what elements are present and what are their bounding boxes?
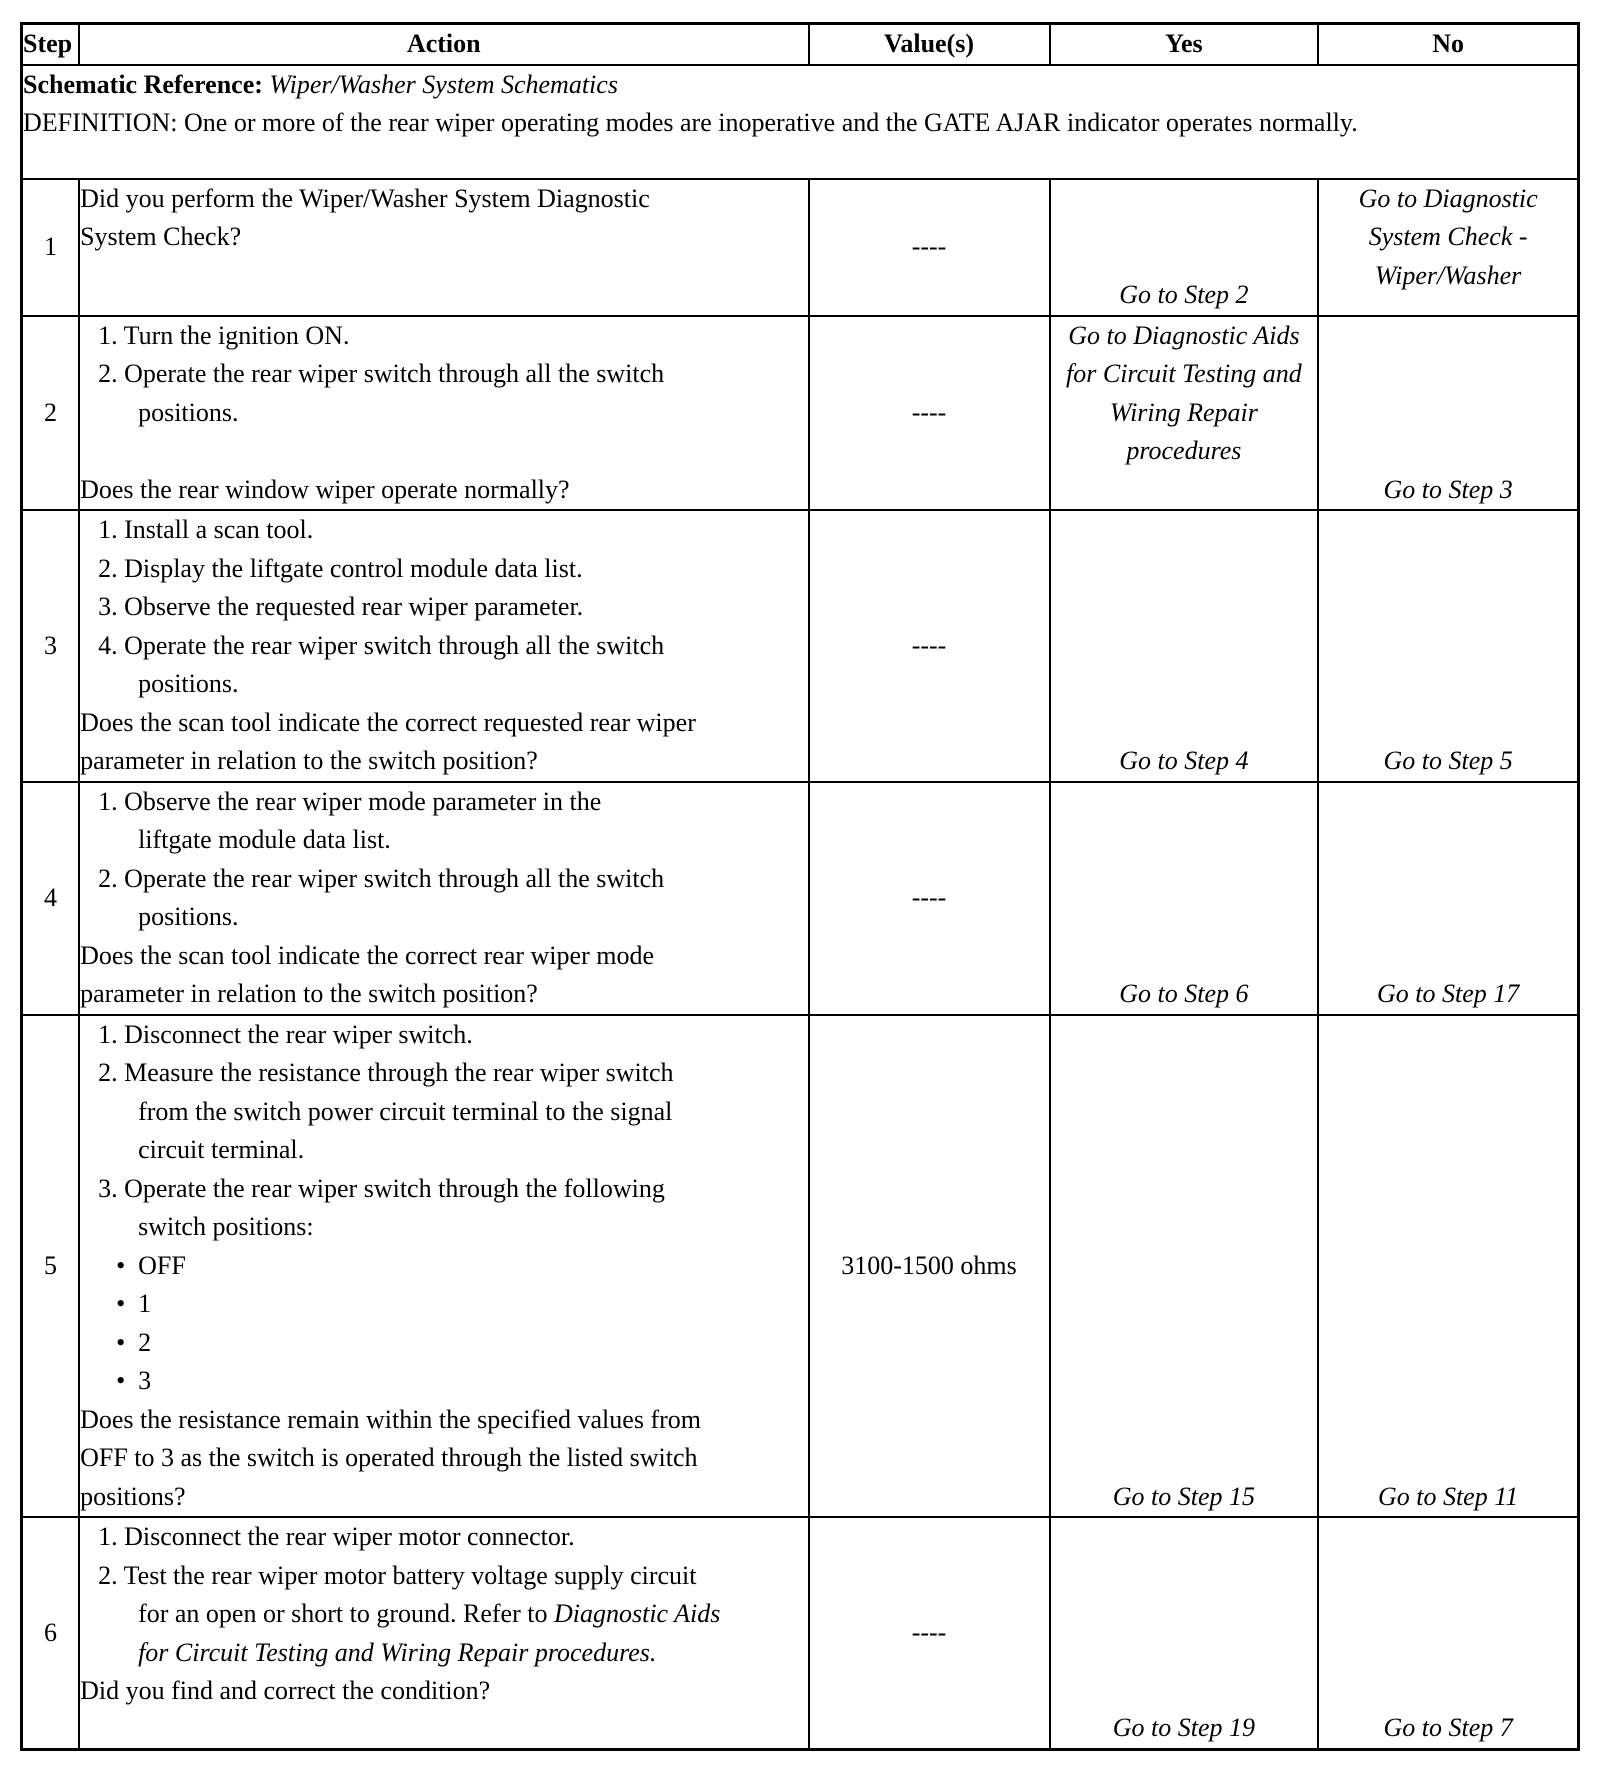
value-cell: ---- (809, 782, 1050, 1015)
step-question: Did you perform the Wiper/Washer System Diagnostic System Check? (80, 183, 650, 251)
step-item: 3. Operate the rear wiper switch through the following switch positions: (98, 1173, 665, 1241)
step-question: Does the resistance remain within the specified values from OFF to 3 as the switch is operated through the listed switch positions? (80, 1404, 701, 1511)
reference-link[interactable]: Wiper/Washer System Schematics (269, 69, 618, 99)
no-cell[interactable]: Go to Step 3 (1318, 316, 1578, 511)
step-item: 4. Operate the rear wiper switch through all the switch positions. (98, 630, 665, 698)
header-yes: Yes (1050, 24, 1319, 65)
step-number: 2 (22, 316, 80, 511)
action-cell (79, 1015, 808, 1518)
action-cell (79, 782, 808, 1015)
header-values: Value(s) (809, 24, 1050, 65)
step-number: 6 (22, 1517, 80, 1749)
procedure-link[interactable]: Diagnostic Aids for Circuit Testing and Wiring Repair procedures. (138, 1599, 721, 1667)
reference-row (22, 65, 1579, 179)
value-cell: ---- (809, 179, 1050, 316)
action-cell (79, 1517, 808, 1749)
step-item: 3. Observe the requested rear wiper parameter. (98, 592, 584, 621)
yes-cell[interactable]: Go to Step 4 (1050, 510, 1319, 782)
bullet-item: • 1 (80, 1285, 727, 1324)
step-number: 1 (22, 179, 80, 316)
no-cell[interactable]: Go to Step 11 (1318, 1015, 1578, 1518)
step-item: 1. Observe the rear wiper mode parameter in the liftgate module data list. (98, 786, 602, 854)
value-cell: 3100-1500 ohms (809, 1015, 1050, 1518)
step-question: Does the rear window wiper operate normally? (80, 474, 570, 504)
step-item: 2. Measure the resistance through the rear wiper switch from the switch power circuit terminal to the signal circuit terminal. (98, 1058, 674, 1164)
step-item: 1. Install a scan tool. (98, 515, 314, 544)
value-cell: ---- (809, 510, 1050, 782)
diagnostic-table (20, 22, 1580, 1751)
action-cell (79, 179, 808, 316)
step-item: 2. Operate the rear wiper switch through all the switch positions. (98, 359, 665, 427)
step-question: Does the scan tool indicate the correct rear wiper mode parameter in relation to the switch position? (80, 940, 654, 1008)
step-item-text: 2. Test the rear wiper motor battery voltage supply circuit for an open or short to ground. Refer to (98, 1560, 697, 1628)
table-row (22, 1015, 1579, 1518)
header-no: No (1318, 24, 1578, 65)
table-row (22, 316, 1579, 511)
table-row (22, 1517, 1579, 1749)
step-number: 4 (22, 782, 80, 1015)
table-row (22, 179, 1579, 316)
header-step: Step (22, 24, 80, 65)
step-item: 1. Disconnect the rear wiper motor connector. (98, 1522, 575, 1551)
table-row (22, 510, 1579, 782)
step-number: 5 (22, 1015, 80, 1518)
step-question: Does the scan tool indicate the correct requested rear wiper parameter in relation to the switch position? (80, 707, 696, 775)
header-action: Action (79, 24, 808, 65)
reference-cell (22, 65, 1579, 179)
step-number: 3 (22, 510, 80, 782)
action-cell (79, 510, 808, 782)
no-cell[interactable]: Go to Step 7 (1318, 1517, 1578, 1749)
schematic-reference (23, 66, 1577, 105)
definition-text: DEFINITION: One or more of the rear wiper operating modes are inoperative and the GATE AJAR indicator operates normally. (23, 108, 1358, 137)
yes-cell[interactable]: Go to Step 2 (1050, 179, 1319, 316)
reference-label: Schematic Reference: (23, 69, 263, 99)
bullet-item: • OFF (80, 1247, 727, 1286)
step-item: 2. Display the liftgate control module data list. (98, 553, 583, 583)
table-row (22, 782, 1579, 1015)
step-item: 2. Operate the rear wiper switch through all the switch positions. (98, 863, 665, 931)
header-row (22, 24, 1579, 65)
step-item (80, 1557, 727, 1673)
yes-cell[interactable]: Go to Step 15 (1050, 1015, 1319, 1518)
step-item: 1. Turn the ignition ON. (98, 320, 350, 350)
bullet-item: • 2 (80, 1324, 727, 1363)
no-cell[interactable]: Go to Step 17 (1318, 782, 1578, 1015)
step-question: Did you find and correct the condition? (80, 1676, 491, 1705)
value-cell: ---- (809, 316, 1050, 511)
yes-cell[interactable]: Go to Step 19 (1050, 1517, 1319, 1749)
step-item: 1. Disconnect the rear wiper switch. (98, 1019, 473, 1049)
bullet-item: • 3 (80, 1362, 727, 1401)
no-cell[interactable]: Go to Step 5 (1318, 510, 1578, 782)
action-cell (79, 316, 808, 511)
yes-cell[interactable]: Go to Diagnostic Aids for Circuit Testing and Wiring Repair procedures (1050, 316, 1319, 511)
value-cell: ---- (809, 1517, 1050, 1749)
yes-cell[interactable]: Go to Step 6 (1050, 782, 1319, 1015)
no-cell[interactable]: Go to Diagnostic System Check - Wiper/Washer (1318, 179, 1578, 316)
